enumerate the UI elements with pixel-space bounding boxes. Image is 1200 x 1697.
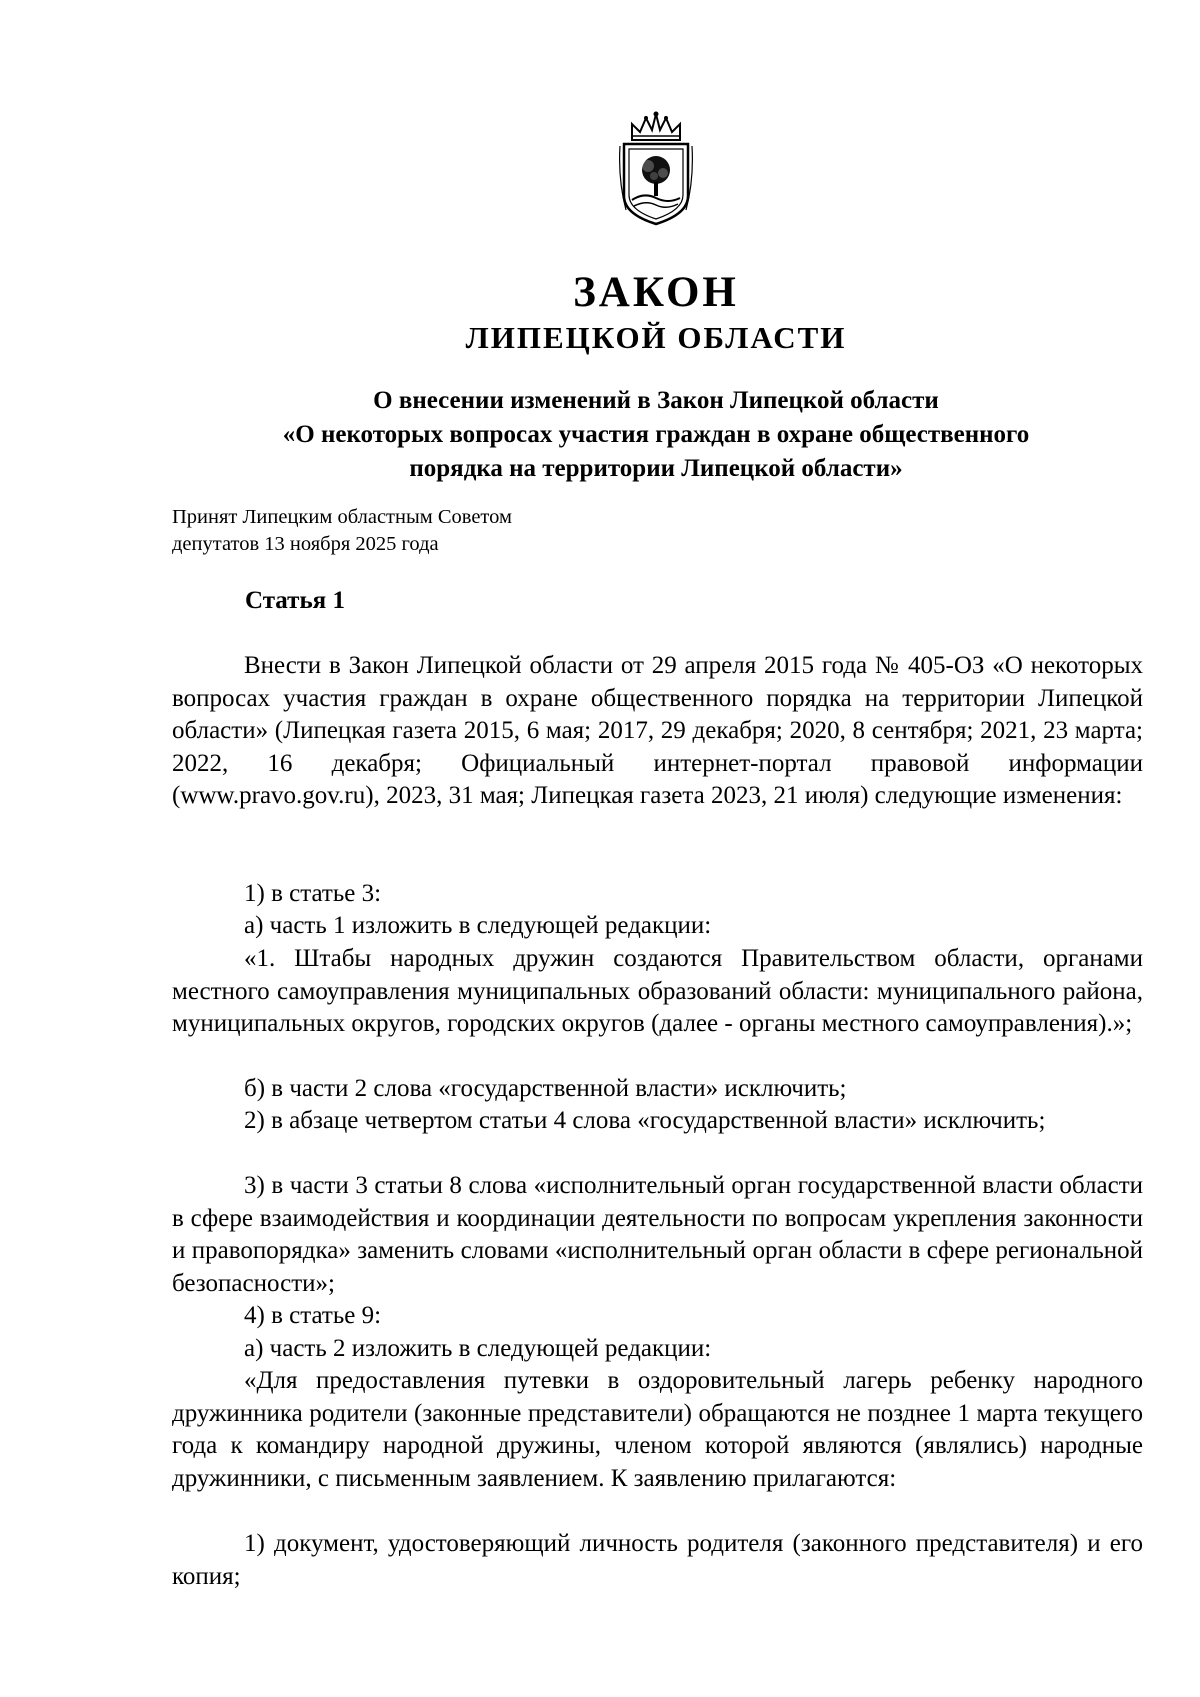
paragraph-item: 2) в абзаце четвертом статьи 4 слова «государственной власти» исключить; [244,1107,1046,1134]
paragraph-item: а) часть 1 изложить в следующей редакции: [244,912,712,939]
paragraph-item: 4) в статье 9: [244,1302,382,1329]
heading-line: «О некоторых вопросах участия граждан в охране общественного [282,421,1030,448]
adoption-note [172,504,512,558]
document-heading [160,384,1152,486]
coat-of-arms-icon [618,110,694,228]
law-subtitle: ЛИПЕЦКОЙ ОБЛАСТИ [465,320,847,355]
paragraph-quote: «1. Штабы народных дружин создаются Правительством области, органами местного самоуправления муниципальных образований области: муниципального района, муниципальных округов, городских округов (далее - органы местного самоуправления).»; [172,945,1143,1037]
adoption-line: депутатов 13 ноября 2025 года [172,533,439,555]
heading-line: О внесении изменений в Закон Липецкой области [373,387,939,414]
paragraph-intro: Внести в Закон Липецкой области от 29 апреля 2015 года № 405-ОЗ «О некоторых вопросах участия граждан в охране общественного порядка на территории Липецкой области» (Липецкая газета 2015, 6 мая; 2017, 29 декабря; 2020, 8 сентября; 2021, 23 марта; 2022, 16 декабря; Официальный интернет-портал правовой информации (www.pravo.gov.ru), 2023, 31 мая; Липецкая газета 2023, 21 июля) следующие изменения: [172,652,1143,809]
paragraph-item: а) часть 2 изложить в следующей редакции: [244,1335,712,1362]
paragraph-item: б) в части 2 слова «государственной власти» исключить; [244,1075,847,1102]
paragraph-item: 3) в части 3 статьи 8 слова «исполнительный орган государственной власти области в сфере взаимодействия и координации деятельности по вопросам укрепления законности и правопорядка» заменить словами «исполнительный орган области в сфере региональной безопасности»; [172,1172,1143,1297]
paragraph-quote: «Для предоставления путевки в оздоровительный лагерь ребенку народного дружинника родители (законные представители) обращаются не позднее 1 марта текущего года к командиру народной дружины, членом которой являются (являлись) народные дружинники, с письменным заявлением. К заявлению прилагаются: [172,1367,1143,1492]
paragraph-item: 1) документ, удостоверяющий личность родителя (законного представителя) и его копия; [172,1530,1143,1590]
paragraph-item: 1) в статье 3: [244,880,382,907]
article-title: Статья 1 [245,587,345,614]
law-title: ЗАКОН [573,269,739,316]
heading-line: порядка на территории Липецкой области» [409,455,903,482]
adoption-line: Принят Липецким областным Советом [172,506,512,528]
